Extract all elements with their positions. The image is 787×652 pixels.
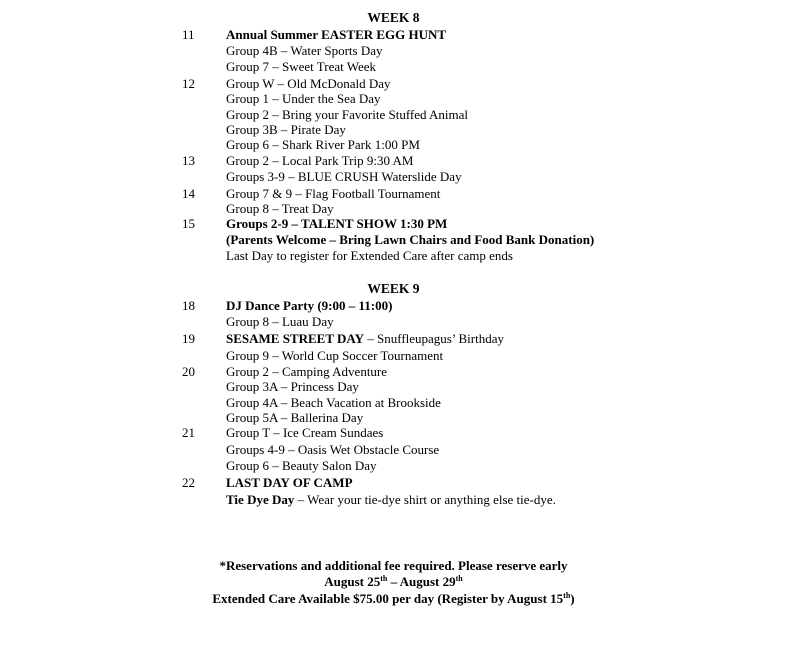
schedule-entry: Group 6 – Shark River Park 1:00 PM bbox=[226, 137, 420, 152]
schedule-entry: Groups 2-9 – TALENT SHOW 1:30 PM bbox=[226, 216, 448, 231]
day-number: 13 bbox=[182, 153, 195, 168]
footer-suffix: th bbox=[455, 574, 463, 583]
schedule-entry: Group 2 – Local Park Trip 9:30 AM bbox=[226, 153, 414, 168]
schedule-entry: Group 8 – Luau Day bbox=[226, 314, 334, 329]
schedule-entry: Group T – Ice Cream Sundaes bbox=[226, 425, 384, 440]
schedule-entry: Group 4B – Water Sports Day bbox=[226, 43, 383, 58]
footer-suffix: th bbox=[380, 574, 388, 583]
day-number: 14 bbox=[182, 186, 195, 201]
entry-highlight: Tie Dye Day bbox=[226, 492, 295, 507]
schedule-entry: (Parents Welcome – Bring Lawn Chairs and Food Bank Donation) bbox=[226, 232, 595, 247]
footer-date-start: August 25 bbox=[324, 574, 381, 589]
schedule-entry: LAST DAY OF CAMP bbox=[226, 475, 353, 490]
day-number: 18 bbox=[182, 298, 195, 313]
day-number: 11 bbox=[182, 27, 195, 42]
schedule-entry: Group 3A – Princess Day bbox=[226, 379, 359, 394]
schedule-entry bbox=[226, 331, 504, 347]
schedule-entry: Group 4A – Beach Vacation at Brookside bbox=[226, 395, 441, 410]
schedule-entry: Group 9 – World Cup Soccer Tournament bbox=[226, 348, 444, 363]
day-number: 22 bbox=[182, 475, 195, 490]
schedule-entry: DJ Dance Party (9:00 – 11:00) bbox=[226, 298, 393, 313]
entry-highlight: SESAME STREET DAY bbox=[226, 331, 364, 346]
footer-extended-care-dates bbox=[0, 574, 787, 590]
schedule-entry: Groups 4-9 – Oasis Wet Obstacle Course bbox=[226, 442, 440, 457]
schedule-entry: Group W – Old McDonald Day bbox=[226, 76, 391, 91]
footer-extended-care-price bbox=[0, 591, 787, 607]
schedule-entry: Group 2 – Bring your Favorite Stuffed Animal bbox=[226, 107, 469, 122]
schedule-entry: Group 1 – Under the Sea Day bbox=[226, 91, 381, 106]
day-number: 12 bbox=[182, 76, 195, 91]
schedule-entry: Group 8 – Treat Day bbox=[226, 201, 334, 216]
schedule-entry: Group 2 – Camping Adventure bbox=[226, 364, 388, 379]
footer-price-text: Extended Care Available $75.00 per day (Register by August 15 bbox=[212, 591, 564, 606]
entry-detail: – Wear your tie-dye shirt or anything else tie-dye. bbox=[294, 492, 556, 507]
schedule-entry: Group 5A – Ballerina Day bbox=[226, 410, 364, 425]
schedule-entry: Annual Summer EASTER EGG HUNT bbox=[226, 27, 447, 42]
day-number: 15 bbox=[182, 216, 195, 231]
schedule-entry: Group 3B – Pirate Day bbox=[226, 122, 346, 137]
schedule-entry: Group 7 – Sweet Treat Week bbox=[226, 59, 377, 74]
week-8-title: WEEK 8 bbox=[367, 10, 420, 25]
footer-close-paren: ) bbox=[570, 591, 575, 606]
footer-suffix: th bbox=[563, 591, 571, 600]
schedule-entry: Group 6 – Beauty Salon Day bbox=[226, 458, 377, 473]
day-number: 19 bbox=[182, 331, 195, 346]
week-9-title: WEEK 9 bbox=[367, 281, 420, 296]
day-number: 21 bbox=[182, 425, 195, 440]
entry-detail: – Snuffleupagus’ Birthday bbox=[364, 331, 504, 346]
footer-date-end: – August 29 bbox=[387, 574, 456, 589]
day-number: 20 bbox=[182, 364, 195, 379]
schedule-entry: Groups 3-9 – BLUE CRUSH Waterslide Day bbox=[226, 169, 462, 184]
schedule-entry: Group 7 & 9 – Flag Football Tournament bbox=[226, 186, 441, 201]
schedule-entry bbox=[226, 492, 556, 508]
schedule-entry: Last Day to register for Extended Care after camp ends bbox=[226, 248, 513, 263]
footer-reservations-note: *Reservations and additional fee required. Please reserve early bbox=[219, 558, 568, 573]
